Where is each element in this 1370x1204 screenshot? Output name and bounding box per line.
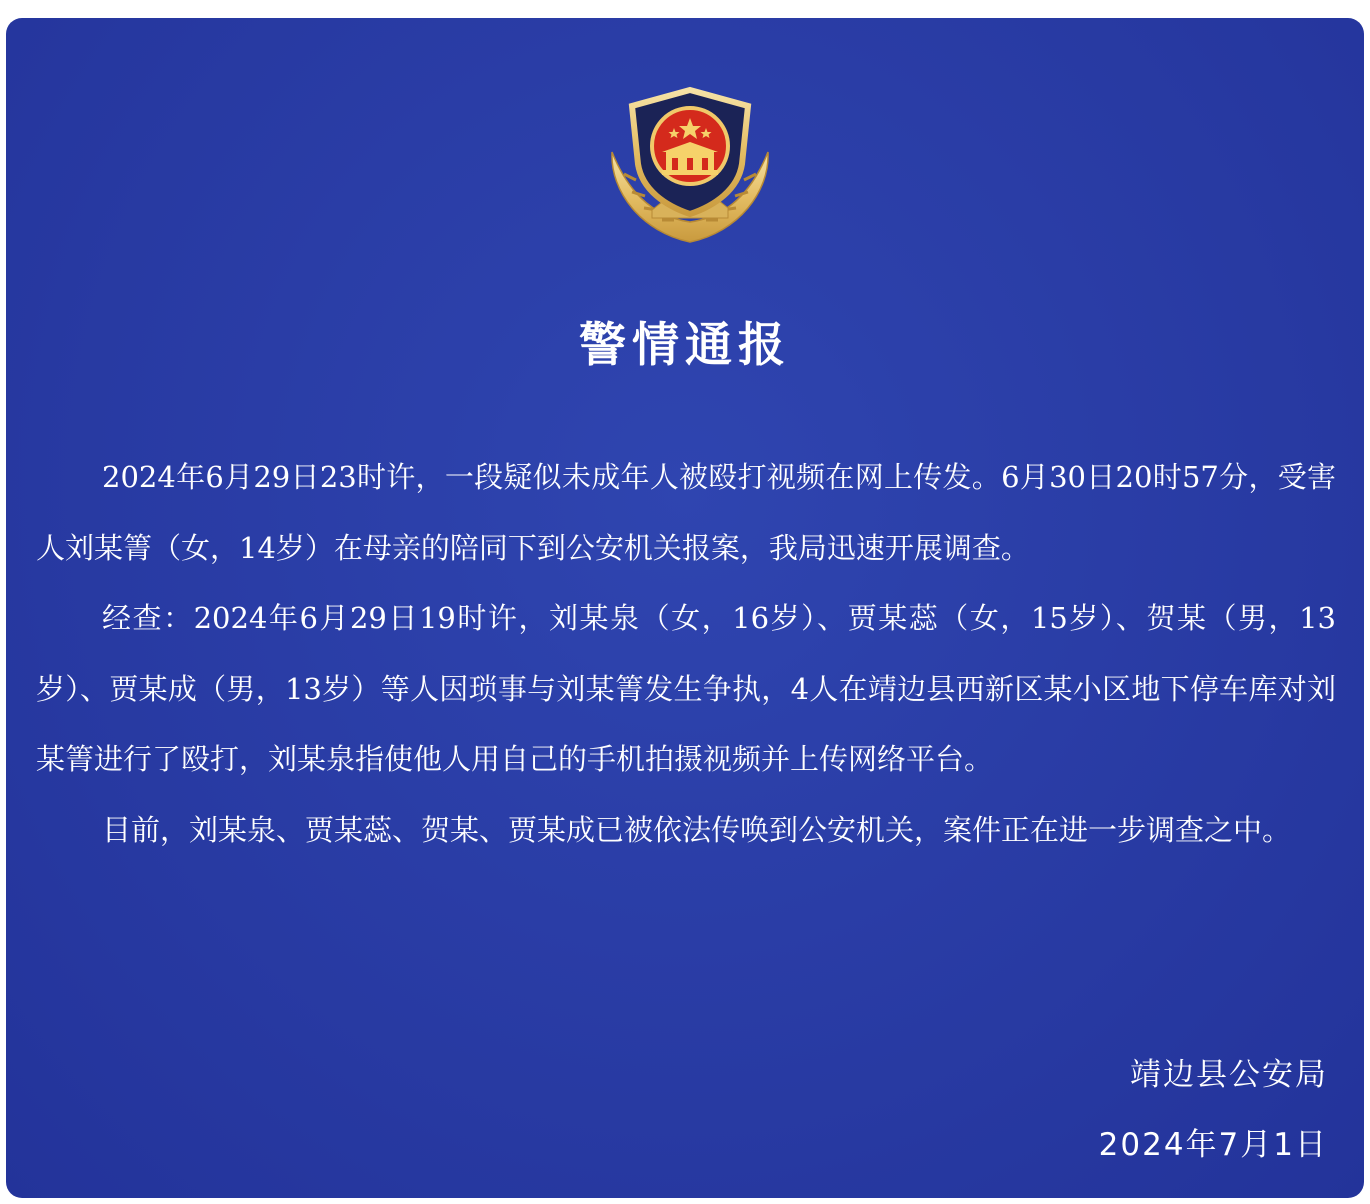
notice-body [36, 442, 1336, 865]
paragraph-investigation: 经查：2024年6月29日19时许，刘某泉（女，16岁）、贾某蕊（女，15岁）、贺某（男，13岁）、贾某成（男，13岁）等人因琐事与刘某箐发生争执，4人在靖边县西新区某小区地下停车库对刘某箐进行了殴打，刘某泉指使他人用自己的手机拍摄视频并上传网络平台。 [36, 601, 1336, 776]
issuer-name: 靖边县公安局 [1130, 1057, 1328, 1093]
notice-title: 警情通报 [579, 318, 791, 373]
paragraph-current-status: 目前，刘某泉、贾某蕊、贺某、贾某成已被依法传唤到公安机关，案件正在进一步调查之中。 [102, 812, 1292, 847]
signature-block [1099, 1040, 1328, 1180]
paragraph-report: 2024年6月29日23时许，一段疑似未成年人被殴打视频在网上传发。6月30日20时57分，受害人刘某箐（女，14岁）在母亲的陪同下到公安机关报案，我局迅速开展调查。 [36, 460, 1336, 565]
issue-date: 2024年7月1日 [1098, 1127, 1328, 1163]
police-emblem-icon [602, 82, 778, 250]
notice-card [6, 18, 1364, 1198]
